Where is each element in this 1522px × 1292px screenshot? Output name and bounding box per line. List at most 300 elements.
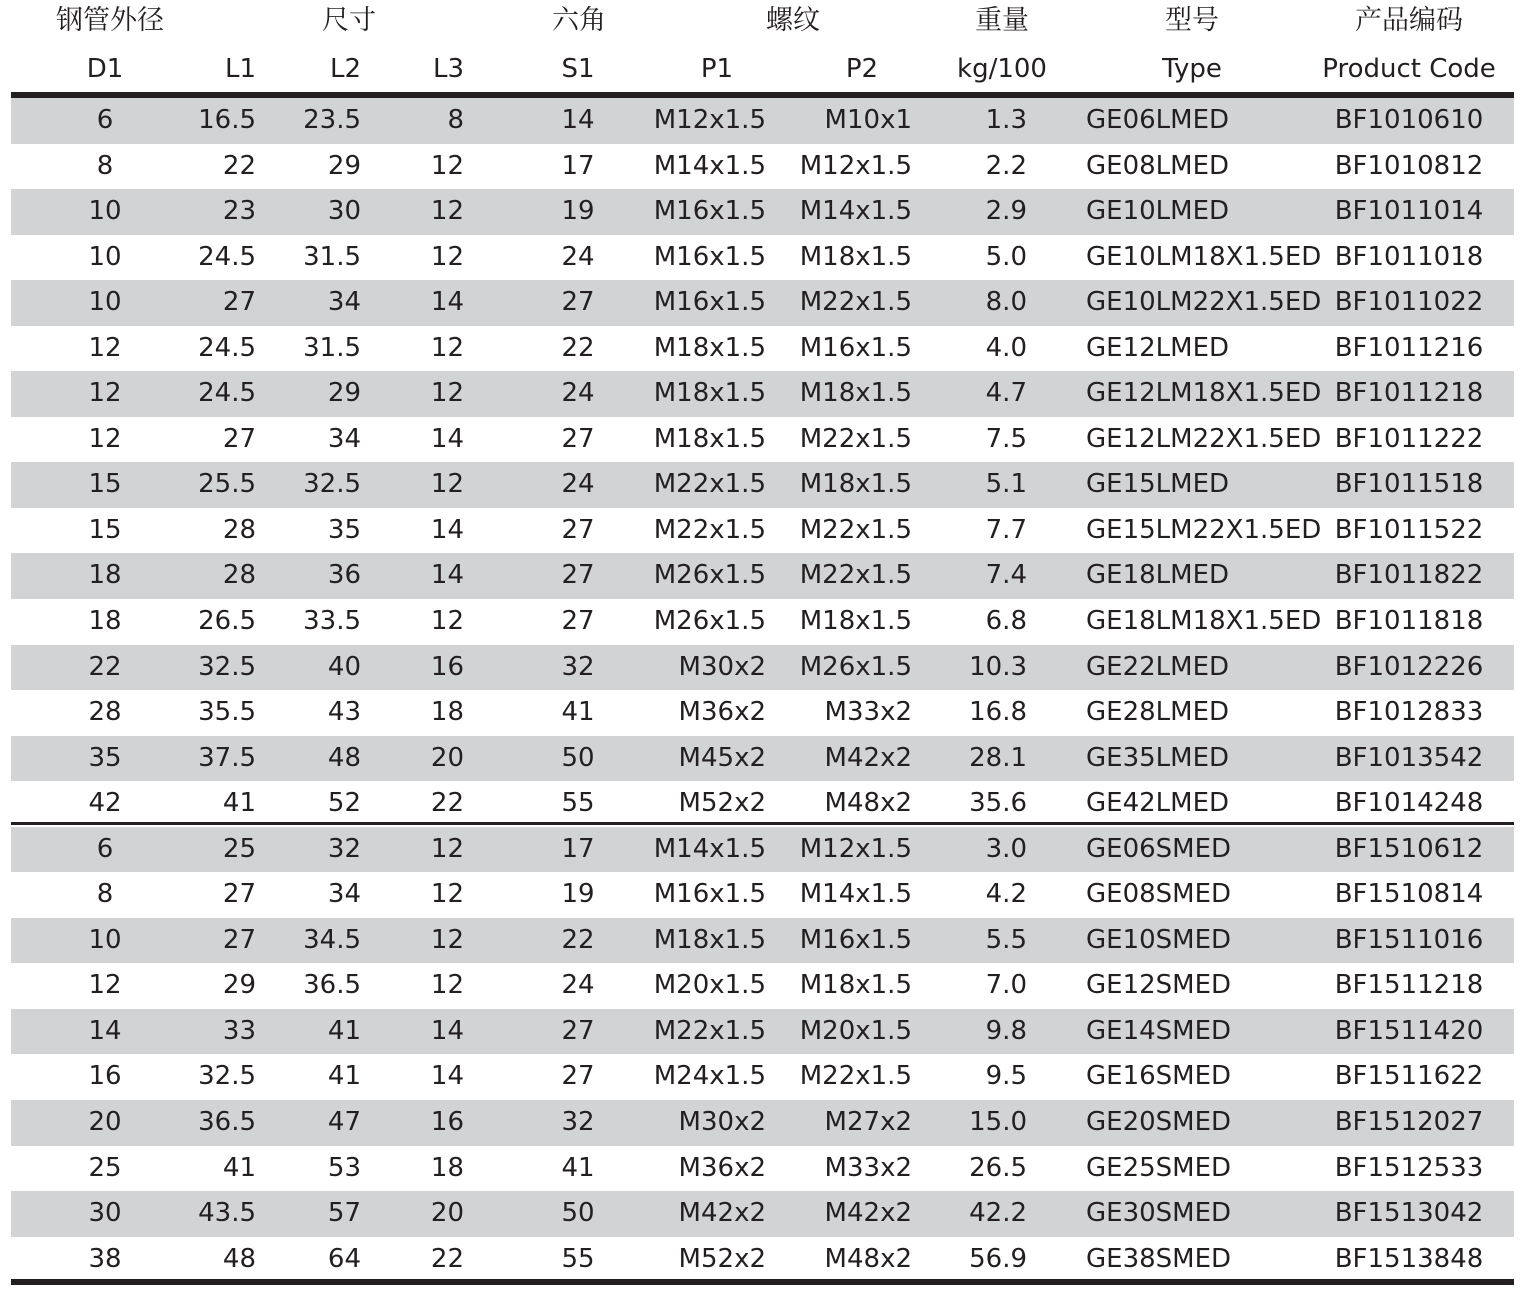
cell-s1: 19 (561, 879, 595, 910)
cell-type: GE20SMED (1086, 1107, 1232, 1138)
cell-type: GE12SMED (1086, 970, 1232, 1001)
col-header-code: Product Code (1322, 54, 1496, 84)
cell-l1: 16.5 (198, 105, 256, 135)
cell-p1: M30x2 (678, 1107, 766, 1138)
cell-s1: 14 (561, 105, 595, 135)
cell-type: GE28LMED (1086, 697, 1230, 728)
cell-d1: 18 (88, 560, 122, 591)
cell-p2: M22x1.5 (799, 514, 912, 545)
cell-p2: M42x2 (824, 742, 912, 773)
cell-p2: M22x1.5 (799, 1061, 912, 1092)
cell-d1: 10 (88, 196, 122, 227)
cell-l2: 41 (327, 1061, 361, 1092)
cell-type: GE08LMED (1086, 150, 1230, 181)
cell-type: GE15LMED (1086, 469, 1230, 500)
cell-s1: 27 (561, 1061, 595, 1092)
cell-l2: 31.5 (303, 332, 361, 363)
cell-s1: 27 (561, 287, 595, 318)
cell-p1: M52x2 (678, 1243, 766, 1274)
cell-l2: 29 (327, 150, 361, 181)
cell-type: GE35LMED (1086, 742, 1230, 773)
cell-type: GE10SMED (1086, 924, 1232, 955)
cell-p2: M12x1.5 (799, 150, 912, 181)
cell-weight: 16.8 (969, 697, 1027, 728)
table-row (11, 1146, 1514, 1192)
cell-d1: 15 (88, 514, 122, 545)
cell-code: BF1010812 (1334, 150, 1484, 181)
cell-l2: 31.5 (303, 241, 361, 272)
cell-l1: 41 (222, 788, 256, 819)
cell-code: BF1011216 (1334, 332, 1484, 363)
cell-l2: 34 (327, 879, 361, 910)
cell-p2: M22x1.5 (799, 423, 912, 454)
cell-p1: M14x1.5 (653, 833, 766, 864)
cell-l2: 47 (327, 1107, 361, 1138)
cell-d1: 28 (88, 697, 122, 728)
cell-l2: 35 (327, 514, 361, 545)
cell-code: BF1510814 (1334, 879, 1484, 910)
cell-p1: M45x2 (678, 742, 766, 773)
cell-d1: 38 (88, 1243, 122, 1274)
table-row (11, 189, 1514, 235)
cell-d1: 8 (96, 879, 114, 910)
cell-l3: 16 (430, 651, 464, 682)
cell-type: GE14SMED (1086, 1015, 1232, 1046)
cell-l1: 24.5 (198, 332, 256, 363)
cell-d1: 20 (88, 1107, 122, 1138)
table-row (11, 827, 1514, 873)
data-table (11, 98, 1514, 1282)
cell-type: GE18LMED (1086, 560, 1230, 591)
cell-l2: 33.5 (303, 606, 361, 637)
cell-s1: 32 (561, 1107, 595, 1138)
table-row (11, 508, 1514, 554)
cell-d1: 12 (88, 332, 122, 363)
cell-p2: M18x1.5 (799, 970, 912, 1001)
cell-p1: M22x1.5 (653, 1015, 766, 1046)
table-row (11, 235, 1514, 281)
cell-s1: 27 (561, 423, 595, 454)
cell-s1: 19 (561, 196, 595, 227)
header-model: 型号 (1165, 5, 1219, 36)
table-row (11, 144, 1514, 190)
cell-p2: M33x2 (824, 1152, 912, 1183)
cell-p1: M20x1.5 (653, 970, 766, 1001)
cell-p1: M26x1.5 (653, 560, 766, 591)
cell-p1: M26x1.5 (653, 606, 766, 637)
cell-d1: 12 (88, 970, 122, 1001)
cell-d1: 16 (88, 1061, 122, 1092)
cell-code: BF1511218 (1334, 970, 1484, 1001)
cell-s1: 17 (561, 833, 595, 864)
cell-p2: M20x1.5 (799, 1015, 912, 1046)
cell-type: GE25SMED (1086, 1152, 1232, 1183)
cell-s1: 27 (561, 1015, 595, 1046)
cell-code: BF1511016 (1334, 924, 1484, 955)
col-header-p2: P2 (845, 54, 879, 84)
cell-type: GE10LM22X1.5ED (1086, 287, 1322, 318)
col-header-l2: L2 (329, 54, 361, 84)
cell-weight: 7.4 (985, 560, 1027, 591)
cell-l1: 43.5 (198, 1198, 256, 1229)
cell-l1: 22 (222, 150, 256, 181)
cell-p1: M18x1.5 (653, 378, 766, 409)
cell-code: BF1011522 (1334, 514, 1484, 545)
cell-s1: 32 (561, 651, 595, 682)
cell-d1: 22 (88, 651, 122, 682)
cell-l3: 14 (430, 514, 464, 545)
cell-s1: 22 (561, 924, 595, 955)
cell-weight: 4.0 (985, 332, 1027, 363)
cell-l1: 25 (222, 833, 256, 864)
cell-s1: 41 (561, 1152, 595, 1183)
cell-p2: M12x1.5 (799, 833, 912, 864)
cell-p2: M42x2 (824, 1198, 912, 1229)
table-row (11, 1009, 1514, 1055)
cell-p1: M12x1.5 (653, 105, 766, 135)
cell-l2: 41 (327, 1015, 361, 1046)
cell-s1: 24 (561, 970, 595, 1001)
table-row (11, 1237, 1514, 1283)
cell-l2: 52 (327, 788, 361, 819)
cell-d1: 15 (88, 469, 122, 500)
cell-l3: 18 (430, 1152, 464, 1183)
cell-p1: M18x1.5 (653, 423, 766, 454)
cell-code: BF1012226 (1334, 651, 1484, 682)
cell-weight: 2.2 (985, 150, 1027, 181)
cell-d1: 14 (88, 1015, 122, 1046)
table-row (11, 599, 1514, 645)
table-row (11, 645, 1514, 691)
cell-l2: 34 (327, 423, 361, 454)
cell-l2: 32.5 (303, 469, 361, 500)
col-header-type: Type (1162, 54, 1222, 84)
col-header-weight: kg/100 (957, 54, 1047, 84)
cell-l1: 28 (222, 560, 256, 591)
table-row (11, 553, 1514, 599)
cell-l3: 12 (430, 196, 464, 227)
cell-d1: 30 (88, 1198, 122, 1229)
table-row (11, 371, 1514, 417)
cell-type: GE08SMED (1086, 879, 1232, 910)
cell-l3: 14 (430, 423, 464, 454)
cell-p2: M48x2 (824, 1243, 912, 1274)
cell-type: GE06LMED (1086, 105, 1230, 135)
cell-weight: 8.0 (985, 287, 1027, 318)
cell-code: BF1011022 (1334, 287, 1484, 318)
cell-type: GE42LMED (1086, 788, 1230, 819)
cell-weight: 4.7 (985, 378, 1027, 409)
cell-l3: 12 (430, 924, 464, 955)
cell-weight: 35.6 (969, 788, 1027, 819)
cell-code: BF1011222 (1334, 423, 1484, 454)
cell-l2: 53 (327, 1152, 361, 1183)
cell-code: BF1013542 (1334, 742, 1484, 773)
cell-weight: 42.2 (969, 1198, 1027, 1229)
cell-s1: 41 (561, 697, 595, 728)
cell-d1: 6 (96, 833, 114, 864)
cell-d1: 8 (96, 150, 114, 181)
cell-l1: 27 (222, 879, 256, 910)
cell-weight: 4.2 (985, 879, 1027, 910)
cell-p1: M30x2 (678, 651, 766, 682)
cell-code: BF1511420 (1334, 1015, 1484, 1046)
table-row (11, 1191, 1514, 1237)
cell-l2: 23.5 (303, 105, 361, 135)
cell-type: GE22LMED (1086, 651, 1230, 682)
cell-l3: 12 (430, 879, 464, 910)
cell-weight: 2.9 (985, 196, 1027, 227)
cell-type: GE18LM18X1.5ED (1086, 606, 1322, 637)
cell-weight: 9.8 (985, 1015, 1027, 1046)
cell-d1: 35 (88, 742, 122, 773)
cell-s1: 24 (561, 378, 595, 409)
table-row (11, 690, 1514, 736)
cell-p1: M18x1.5 (653, 924, 766, 955)
cell-d1: 10 (88, 924, 122, 955)
cell-l3: 22 (430, 1243, 464, 1274)
cell-type: GE12LM18X1.5ED (1086, 378, 1322, 409)
cell-p1: M18x1.5 (653, 332, 766, 363)
header-weight: 重量 (975, 5, 1029, 36)
cell-l3: 12 (430, 833, 464, 864)
cell-l3: 20 (430, 742, 464, 773)
cell-l1: 24.5 (198, 378, 256, 409)
cell-d1: 25 (88, 1152, 122, 1183)
cell-l1: 25.5 (198, 469, 256, 500)
cell-l3: 14 (430, 287, 464, 318)
cell-l3: 12 (430, 241, 464, 272)
cell-code: BF1511622 (1334, 1061, 1484, 1092)
cell-p2: M33x2 (824, 697, 912, 728)
cell-p1: M42x2 (678, 1198, 766, 1229)
cell-code: BF1510612 (1334, 833, 1484, 864)
cell-l2: 36.5 (303, 970, 361, 1001)
table-row (11, 280, 1514, 326)
cell-l1: 36.5 (198, 1107, 256, 1138)
cell-weight: 10.3 (969, 651, 1027, 682)
cell-p1: M16x1.5 (653, 241, 766, 272)
cell-code: BF1014248 (1334, 788, 1484, 819)
cell-l2: 34.5 (303, 924, 361, 955)
cell-l1: 48 (222, 1243, 256, 1274)
table-row (11, 963, 1514, 1009)
cell-s1: 24 (561, 469, 595, 500)
cell-l1: 27 (222, 924, 256, 955)
cell-p1: M36x2 (678, 697, 766, 728)
cell-s1: 22 (561, 332, 595, 363)
cell-l3: 20 (430, 1198, 464, 1229)
cell-code: BF1513042 (1334, 1198, 1484, 1229)
cell-type: GE10LM18X1.5ED (1086, 241, 1322, 272)
cell-p2: M18x1.5 (799, 606, 912, 637)
cell-s1: 55 (561, 788, 595, 819)
cell-p2: M26x1.5 (799, 651, 912, 682)
cell-l3: 12 (430, 378, 464, 409)
cell-code: BF1011014 (1334, 196, 1484, 227)
cell-weight: 28.1 (969, 742, 1027, 773)
cell-code: BF1012833 (1334, 697, 1484, 728)
cell-p1: M24x1.5 (653, 1061, 766, 1092)
cell-code: BF1512027 (1334, 1107, 1484, 1138)
cell-l3: 14 (430, 560, 464, 591)
cell-p2: M16x1.5 (799, 924, 912, 955)
col-header-l1: L1 (224, 54, 256, 84)
cell-code: BF1011018 (1334, 241, 1484, 272)
cell-code: BF1010610 (1334, 105, 1484, 135)
cell-type: GE10LMED (1086, 196, 1230, 227)
cell-weight: 5.0 (985, 241, 1027, 272)
cell-d1: 42 (88, 788, 122, 819)
header-pipe-od: 钢管外径 (56, 5, 164, 36)
table-row (11, 462, 1514, 508)
cell-s1: 27 (561, 560, 595, 591)
cell-weight: 1.3 (985, 105, 1027, 135)
table-row (11, 781, 1514, 827)
cell-s1: 55 (561, 1243, 595, 1274)
cell-l3: 8 (447, 105, 464, 135)
cell-l3: 12 (430, 150, 464, 181)
cell-weight: 7.7 (985, 514, 1027, 545)
table-row (11, 326, 1514, 372)
col-header-l3: L3 (432, 54, 464, 84)
col-header-d1: D1 (86, 54, 124, 84)
header-dimensions: 尺寸 (322, 5, 376, 36)
cell-l3: 14 (430, 1015, 464, 1046)
cell-l2: 43 (327, 697, 361, 728)
cell-l3: 12 (430, 469, 464, 500)
cell-weight: 15.0 (969, 1107, 1027, 1138)
cell-l2: 30 (327, 196, 361, 227)
cell-p2: M14x1.5 (799, 196, 912, 227)
cell-p1: M16x1.5 (653, 196, 766, 227)
cell-l1: 32.5 (198, 651, 256, 682)
cell-type: GE15LM22X1.5ED (1086, 514, 1322, 545)
cell-code: BF1011822 (1334, 560, 1484, 591)
cell-p2: M14x1.5 (799, 879, 912, 910)
cell-d1: 12 (88, 423, 122, 454)
cell-weight: 5.5 (985, 924, 1027, 955)
cell-l1: 35.5 (198, 697, 256, 728)
cell-s1: 50 (561, 1198, 595, 1229)
cell-type: GE16SMED (1086, 1061, 1232, 1092)
cell-l3: 12 (430, 606, 464, 637)
cell-p1: M16x1.5 (653, 879, 766, 910)
cell-weight: 9.5 (985, 1061, 1027, 1092)
cell-l2: 57 (327, 1198, 361, 1229)
cell-s1: 27 (561, 514, 595, 545)
cell-p1: M16x1.5 (653, 287, 766, 318)
cell-l3: 12 (430, 332, 464, 363)
cell-type: GE12LMED (1086, 332, 1230, 363)
cell-l1: 28 (222, 514, 256, 545)
cell-l1: 27 (222, 287, 256, 318)
cell-p1: M22x1.5 (653, 514, 766, 545)
cell-type: GE06SMED (1086, 833, 1232, 864)
cell-l2: 48 (327, 742, 361, 773)
cell-l2: 64 (327, 1243, 361, 1274)
cell-weight: 7.0 (985, 970, 1027, 1001)
table-row (11, 98, 1514, 144)
cell-weight: 5.1 (985, 469, 1027, 500)
cell-p2: M16x1.5 (799, 332, 912, 363)
cell-p2: M27x2 (824, 1107, 912, 1138)
cell-l2: 32 (327, 833, 361, 864)
cell-l3: 16 (430, 1107, 464, 1138)
cell-l1: 24.5 (198, 241, 256, 272)
cell-code: BF1011518 (1334, 469, 1484, 500)
table-row (11, 1100, 1514, 1146)
cell-p2: M18x1.5 (799, 241, 912, 272)
cell-d1: 10 (88, 287, 122, 318)
cell-weight: 7.5 (985, 423, 1027, 454)
cell-p1: M52x2 (678, 788, 766, 819)
cell-weight: 6.8 (985, 606, 1027, 637)
table-row (11, 872, 1514, 918)
cell-code: BF1512533 (1334, 1152, 1484, 1183)
cell-l1: 33 (222, 1015, 256, 1046)
cell-weight: 3.0 (985, 833, 1027, 864)
table-row (11, 918, 1514, 964)
cell-s1: 24 (561, 241, 595, 272)
cell-d1: 6 (96, 105, 114, 135)
cell-p1: M14x1.5 (653, 150, 766, 181)
cell-l3: 14 (430, 1061, 464, 1092)
header-product-code: 产品编码 (1355, 5, 1463, 36)
header-hex: 六角 (552, 5, 606, 36)
cell-weight: 56.9 (969, 1243, 1027, 1274)
cell-l1: 37.5 (198, 742, 256, 773)
cell-l2: 34 (327, 287, 361, 318)
cell-l3: 12 (430, 970, 464, 1001)
cell-s1: 27 (561, 606, 595, 637)
cell-s1: 50 (561, 742, 595, 773)
cell-code: BF1513848 (1334, 1243, 1484, 1274)
cell-l1: 29 (222, 970, 256, 1001)
header-thread: 螺纹 (766, 5, 820, 36)
cell-d1: 18 (88, 606, 122, 637)
cell-l2: 29 (327, 378, 361, 409)
cell-p1: M22x1.5 (653, 469, 766, 500)
cell-l1: 23 (222, 196, 256, 227)
cell-weight: 26.5 (969, 1152, 1027, 1183)
cell-l3: 22 (430, 788, 464, 819)
cell-d1: 10 (88, 241, 122, 272)
table-row (11, 417, 1514, 463)
cell-p2: M48x2 (824, 788, 912, 819)
cell-type: GE30SMED (1086, 1198, 1232, 1229)
cell-p2: M22x1.5 (799, 560, 912, 591)
cell-p2: M18x1.5 (799, 378, 912, 409)
cell-p2: M10x1 (824, 105, 912, 135)
cell-l1: 41 (222, 1152, 256, 1183)
cell-code: BF1011818 (1334, 606, 1484, 637)
col-header-s1: S1 (561, 54, 595, 84)
cell-l3: 18 (430, 697, 464, 728)
cell-type: GE38SMED (1086, 1243, 1232, 1274)
cell-l2: 36 (327, 560, 361, 591)
cell-p2: M18x1.5 (799, 469, 912, 500)
col-header-p1: P1 (700, 54, 734, 84)
cell-type: GE12LM22X1.5ED (1086, 423, 1322, 454)
cell-p1: M36x2 (678, 1152, 766, 1183)
cell-p2: M22x1.5 (799, 287, 912, 318)
table-row (11, 1054, 1514, 1100)
cell-d1: 12 (88, 378, 122, 409)
cell-s1: 17 (561, 150, 595, 181)
cell-code: BF1011218 (1334, 378, 1484, 409)
table-row (11, 736, 1514, 782)
